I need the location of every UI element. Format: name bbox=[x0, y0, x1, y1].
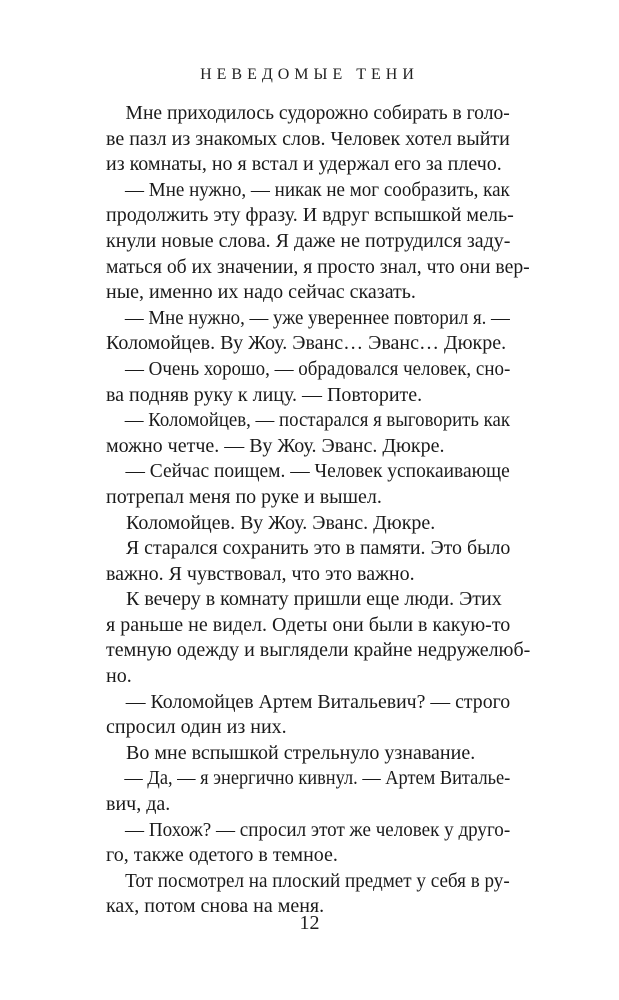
text-line: Тот посмотрел на плоский предмет у себя в ру- bbox=[125, 869, 510, 892]
text-line: можно четче. — Ву Жоу. Эванс. Дюкре. bbox=[106, 434, 445, 457]
paragraph bbox=[106, 690, 530, 741]
body-text bbox=[106, 101, 530, 920]
text-line: — Похож? — спросил этот же человек у друго- bbox=[125, 818, 511, 841]
text-line: ва подняв руку к лицу. — Повторите. bbox=[106, 383, 423, 406]
paragraph bbox=[106, 178, 530, 306]
paragraph bbox=[106, 536, 530, 587]
paragraph bbox=[106, 818, 530, 869]
text-line: я раньше не видел. Одеты они были в какую-то bbox=[106, 613, 511, 636]
text-line: ве пазл из знакомых слов. Человек хотел выйти bbox=[106, 127, 510, 150]
text-line: Во мне вспышкой стрельнуло узнавание. bbox=[126, 741, 476, 764]
text-line: важно. Я чувствовал, что это важно. bbox=[106, 562, 415, 585]
text-line: маться об их значении, я просто знал, что они вер- bbox=[106, 255, 530, 278]
text-line: потрепал меня по руке и вышел. bbox=[106, 485, 382, 508]
text-line: К вечеру в комнату пришли еще люди. Этих bbox=[126, 588, 502, 611]
text-line: но. bbox=[106, 665, 132, 688]
running-head: НЕВЕДОМЫЕ ТЕНИ bbox=[200, 66, 419, 83]
paragraph bbox=[106, 408, 530, 459]
text-line: — Сейчас поищем. — Человек успокаивающе bbox=[125, 460, 510, 483]
text-line: продолжить эту фразу. И вдруг вспышкой мель- bbox=[106, 204, 514, 227]
page-number: 12 bbox=[299, 912, 320, 934]
text-line: Мне приходилось судорожно собирать в голо- bbox=[125, 102, 510, 124]
text-line: ках, потом снова на меня. bbox=[106, 895, 325, 918]
text-line: Коломойцев. Ву Жоу. Эванс. Дюкре. bbox=[126, 511, 436, 534]
text-line: — Мне нужно, — уже увереннее повторил я. — bbox=[124, 306, 510, 329]
text-line: — Коломойцев, — постарался я выговорить как bbox=[124, 409, 510, 432]
text-line: — Очень хорошо, — обрадовался человек, сно- bbox=[124, 357, 511, 380]
text-line: спросил один из них. bbox=[106, 716, 287, 739]
paragraph bbox=[106, 766, 530, 817]
text-line: ные, именно их надо сейчас сказать. bbox=[106, 281, 416, 304]
paragraph bbox=[106, 459, 530, 510]
paragraph bbox=[106, 587, 530, 689]
text-line: Я старался сохранить это в памяти. Это было bbox=[125, 537, 511, 560]
text-line: из комнаты, но я встал и удержал его за плечо. bbox=[106, 153, 502, 176]
paragraph bbox=[106, 306, 530, 357]
text-line: — Мне нужно, — никак не мог сообразить, как bbox=[125, 178, 510, 201]
paragraph bbox=[106, 357, 530, 408]
paragraph bbox=[106, 511, 530, 537]
text-line: го, также одетого в темное. bbox=[106, 844, 338, 867]
paragraph bbox=[106, 101, 530, 178]
text-line: темную одежду и выглядели крайне недружелюб- bbox=[106, 639, 531, 662]
text-line: вич, да. bbox=[106, 793, 171, 816]
text-line: кнули новые слова. Я даже не потрудился заду- bbox=[106, 229, 511, 252]
text-line: Коломойцев. Ву Жоу. Эванс… Эванс… Дюкре. bbox=[106, 332, 507, 355]
paragraph bbox=[106, 741, 530, 767]
text-line: — Да, — я энергично кивнул. — Артем Виталье- bbox=[124, 767, 511, 790]
text-line: — Коломойцев Артем Витальевич? — строго bbox=[125, 690, 511, 713]
